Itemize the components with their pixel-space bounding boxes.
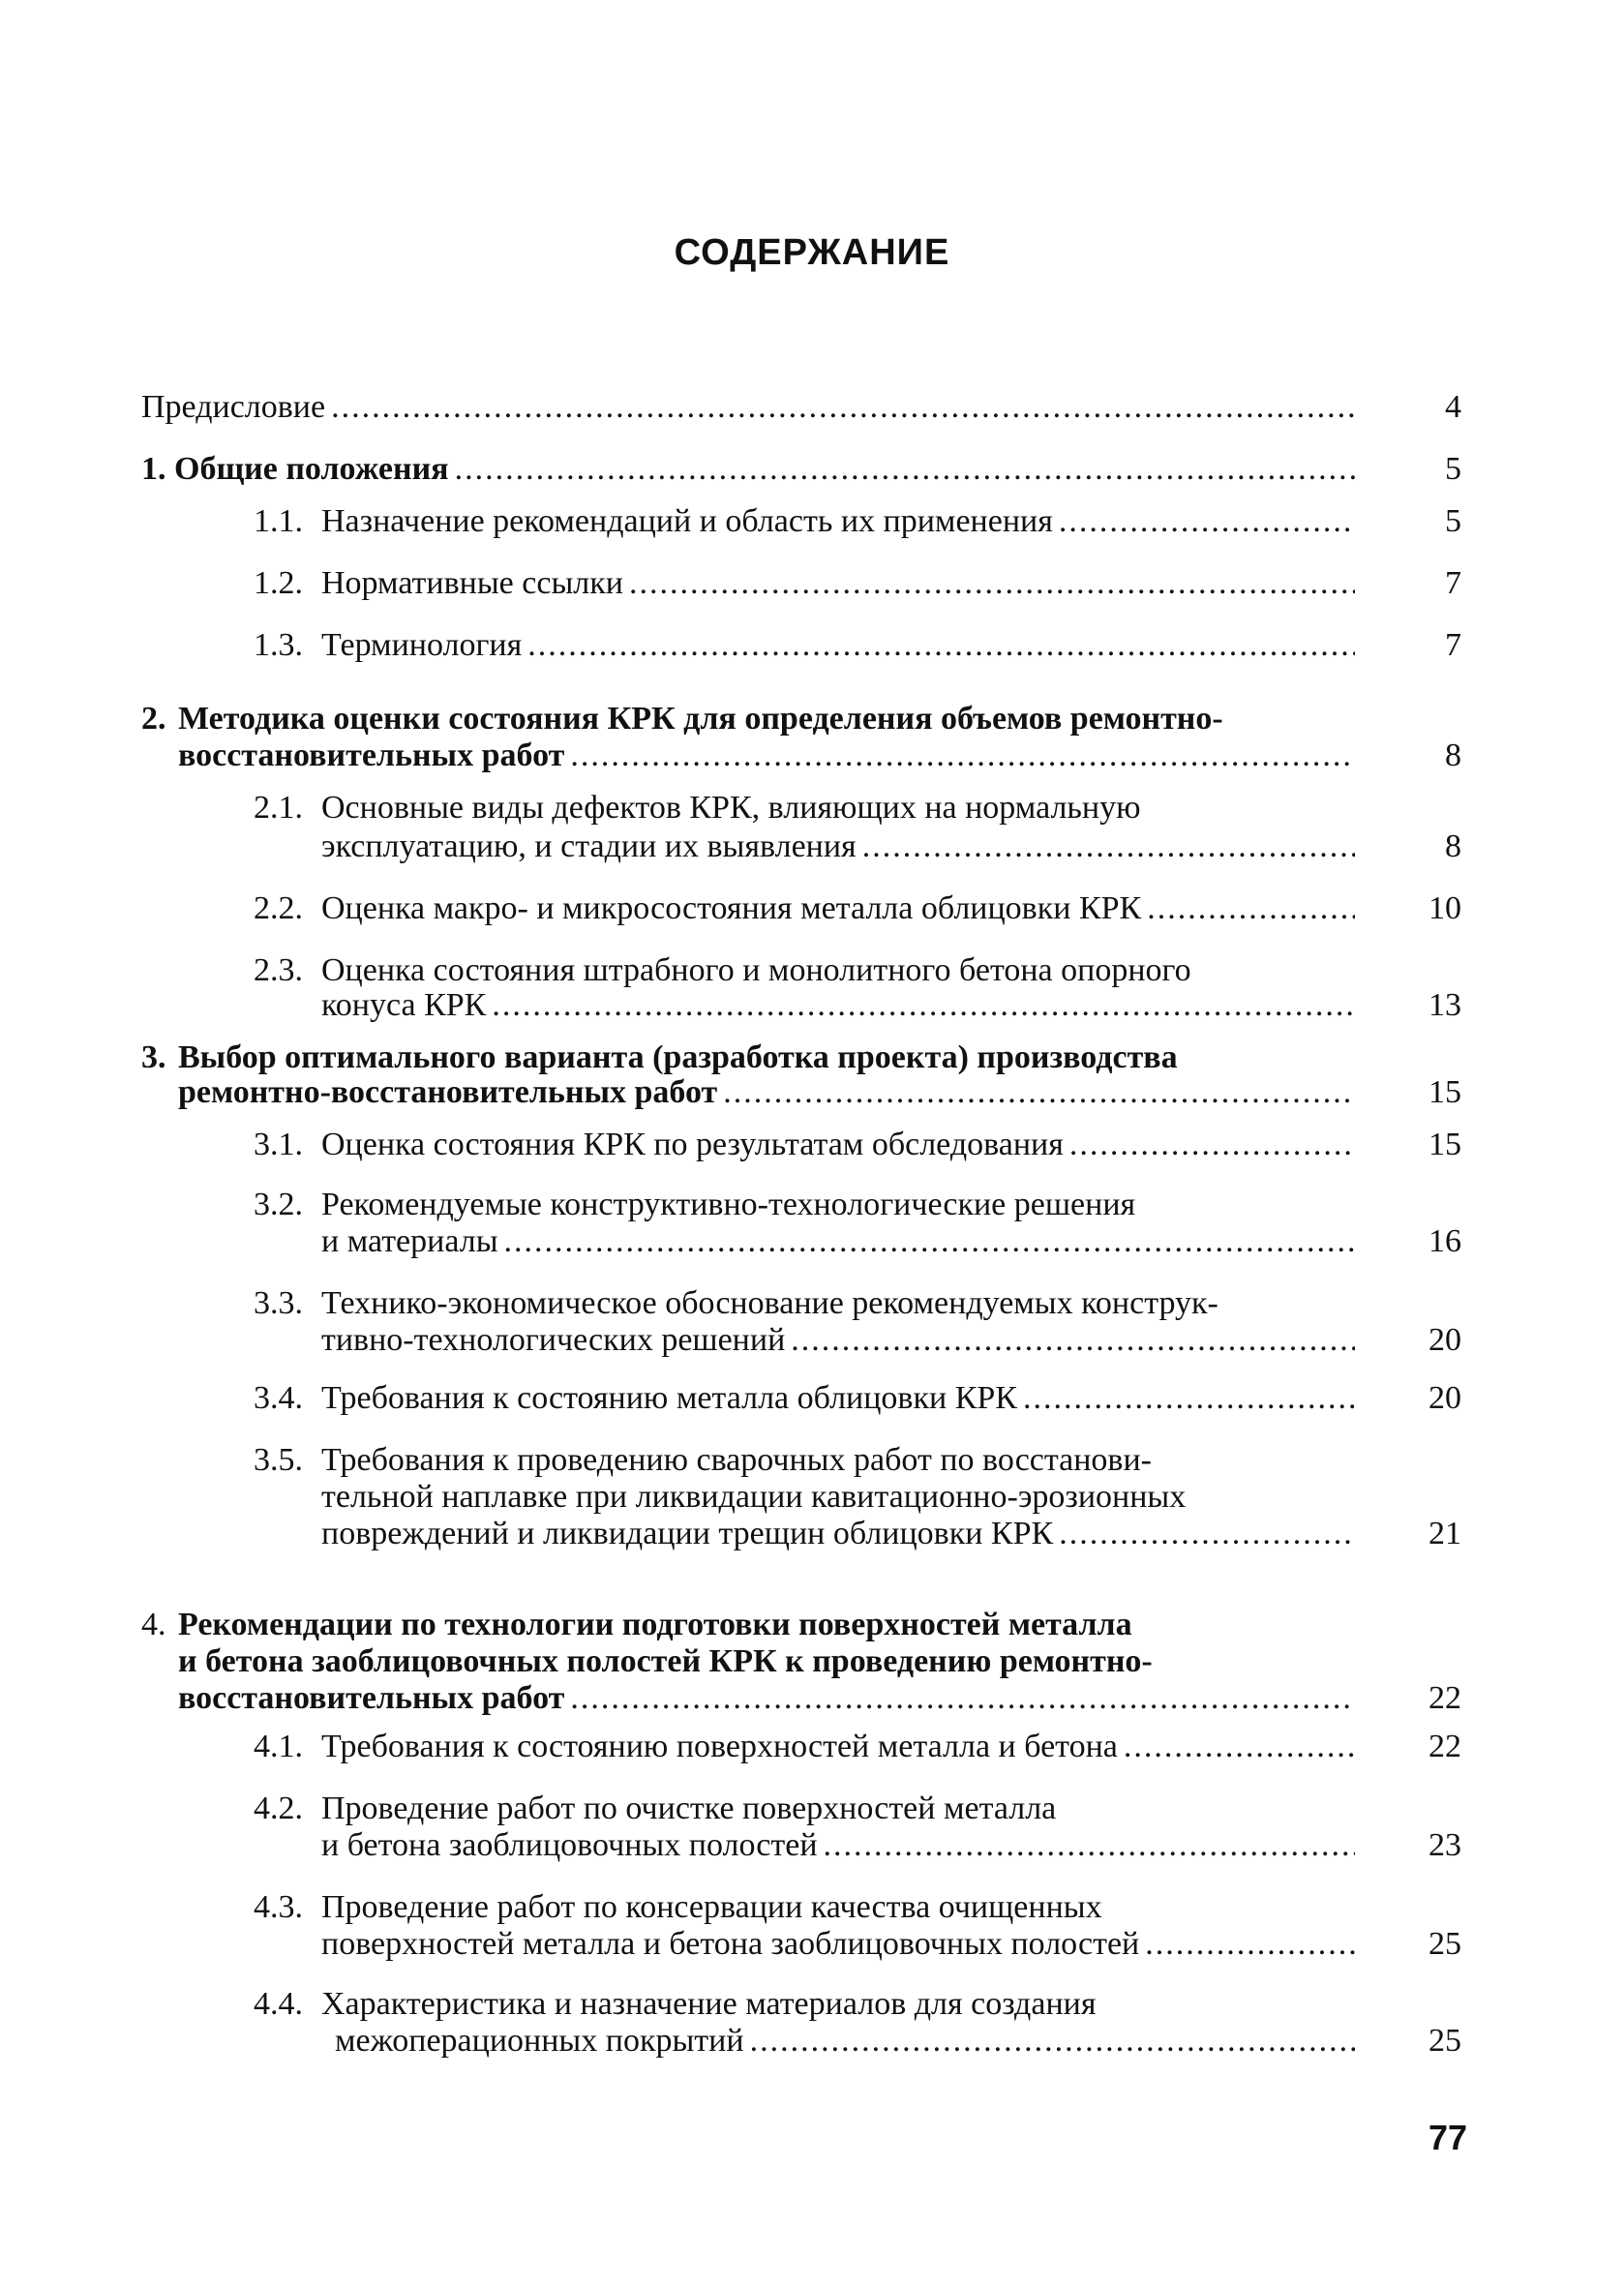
leader-dots bbox=[750, 2023, 1355, 2060]
toc-entry-1-3[interactable] bbox=[254, 627, 1355, 664]
toc-entry-text: поверхностей металла и бетона заоблицовочных полостей bbox=[321, 1926, 1140, 1962]
leader-dots bbox=[504, 1223, 1355, 1260]
toc-entry-text: Рекомендуемые конструктивно-технологические решения bbox=[321, 1187, 1136, 1222]
toc-entry-text: Нормативные ссылки bbox=[321, 565, 623, 601]
toc-entry-text: Проведение работ по очистке поверхностей металла bbox=[321, 1790, 1057, 1826]
section-number: 2.3. bbox=[254, 952, 303, 988]
leader-dots bbox=[570, 737, 1355, 774]
toc-entry-3-3-line1[interactable] bbox=[254, 1285, 1355, 1322]
toc-entry-text: Выбор оптимального варианта (разработка проекта) производства bbox=[178, 1039, 1178, 1075]
toc-entry-2-1-line1[interactable] bbox=[254, 790, 1355, 827]
toc-page-number: 4 bbox=[1445, 389, 1461, 425]
toc-entry-3-5-line3[interactable] bbox=[321, 1516, 1355, 1552]
section-number: 3. bbox=[141, 1039, 166, 1075]
leader-dots bbox=[1124, 1729, 1355, 1765]
leader-dots bbox=[824, 1827, 1355, 1864]
toc-entry-text: Требования к проведению сварочных работ по восстанови- bbox=[321, 1442, 1153, 1478]
toc-entry-text: Оценка макро- и микросостояния металла облицовки КРК bbox=[321, 890, 1142, 926]
toc-page-number: 20 bbox=[1429, 1380, 1461, 1416]
toc-entry-text: Требования к состоянию металла облицовки КРК bbox=[321, 1380, 1017, 1416]
leader-dots bbox=[331, 389, 1355, 426]
toc-entry-text: Проведение работ по консервации качества очищенных bbox=[321, 1889, 1102, 1925]
section-number: 3.5. bbox=[254, 1442, 303, 1478]
section-number: 4.4. bbox=[254, 1986, 303, 2022]
toc-page-number: 7 bbox=[1445, 627, 1461, 663]
section-number: 1. bbox=[141, 451, 174, 487]
section-number: 4. bbox=[141, 1607, 166, 1642]
toc-page-number: 25 bbox=[1429, 2023, 1461, 2059]
toc-entry-text: тельной наплавке при ликвидации кавитационно-эрозионных bbox=[321, 1479, 1187, 1515]
toc-entry-section-2-line2[interactable] bbox=[178, 737, 1355, 774]
toc-page-number: 16 bbox=[1429, 1223, 1461, 1259]
section-number: 3.1. bbox=[254, 1127, 303, 1162]
toc-page-number: 25 bbox=[1429, 1926, 1461, 1962]
page-number: 77 bbox=[1428, 2118, 1467, 2157]
leader-dots bbox=[1145, 1926, 1355, 1963]
toc-entry-1-1[interactable] bbox=[254, 503, 1355, 540]
toc-entry-1-2[interactable] bbox=[254, 565, 1355, 602]
toc-page-number: 7 bbox=[1445, 565, 1461, 601]
toc-entry-text: Назначение рекомендаций и область их применения bbox=[321, 503, 1053, 539]
toc-page-number: 8 bbox=[1445, 737, 1461, 773]
section-number: 3.4. bbox=[254, 1380, 303, 1416]
toc-page-number: 13 bbox=[1429, 987, 1461, 1023]
toc-entry-text: тивно-технологических решений bbox=[321, 1322, 786, 1358]
section-number: 1.3. bbox=[254, 627, 303, 663]
leader-dots bbox=[723, 1074, 1355, 1111]
section-number: 4.1. bbox=[254, 1729, 303, 1764]
toc-entry-2-3-line1[interactable] bbox=[254, 952, 1355, 989]
toc-page-number: 10 bbox=[1429, 890, 1461, 926]
section-number: 4.2. bbox=[254, 1790, 303, 1826]
toc-entry-4-4-line1[interactable] bbox=[254, 1986, 1355, 2023]
toc-entry-section-4-line2[interactable] bbox=[178, 1643, 1355, 1680]
toc-entry-3-5-line2[interactable] bbox=[321, 1479, 1355, 1516]
leader-dots bbox=[1147, 890, 1355, 927]
leader-dots bbox=[455, 451, 1355, 488]
toc-page-number: 23 bbox=[1429, 1827, 1461, 1863]
leader-dots bbox=[1069, 1127, 1355, 1163]
toc-entry-2-1-line2[interactable] bbox=[321, 828, 1355, 865]
toc-entry-4-4-line2[interactable] bbox=[335, 2023, 1355, 2060]
toc-page-number: 22 bbox=[1429, 1680, 1461, 1716]
toc-entry-section-1[interactable] bbox=[141, 451, 1355, 488]
leader-dots bbox=[629, 565, 1355, 602]
leader-dots bbox=[862, 828, 1355, 865]
toc-entry-3-2-line1[interactable] bbox=[254, 1187, 1355, 1223]
leader-dots bbox=[791, 1322, 1355, 1359]
toc-entry-text: восстановительных работ bbox=[178, 737, 565, 773]
toc-entry-text: Технико-экономическое обоснование рекомендуемых конструк- bbox=[321, 1285, 1218, 1321]
toc-entry-text: Характеристика и назначение материалов для создания bbox=[321, 1986, 1097, 2022]
toc-page-number: 5 bbox=[1445, 451, 1461, 487]
toc-entry-4-2-line1[interactable] bbox=[254, 1790, 1355, 1827]
section-number: 2.2. bbox=[254, 890, 303, 926]
leader-dots bbox=[570, 1680, 1355, 1717]
toc-entry-text: Рекомендации по технологии подготовки поверхностей металла bbox=[178, 1607, 1132, 1642]
toc-entry-text: Требования к состоянию поверхностей металла и бетона bbox=[321, 1729, 1118, 1764]
toc-entry-text: ремонтно-восстановительных работ bbox=[178, 1074, 718, 1110]
section-number: 3.3. bbox=[254, 1285, 303, 1321]
leader-dots bbox=[1059, 1516, 1355, 1552]
toc-entry-text: межоперационных покрытий bbox=[335, 2023, 744, 2059]
toc-entry-text: и материалы bbox=[321, 1223, 498, 1259]
section-number: 4.3. bbox=[254, 1889, 303, 1925]
section-number: 2.1. bbox=[254, 790, 303, 826]
toc-entry-section-4-line1[interactable] bbox=[141, 1607, 1355, 1643]
toc-page-number: 5 bbox=[1445, 503, 1461, 539]
toc-entry-3-2-line2[interactable] bbox=[321, 1223, 1355, 1260]
toc-entry-4-3-line2[interactable] bbox=[321, 1926, 1355, 1963]
toc-entry-text: Общие положения bbox=[174, 451, 449, 487]
toc-entry-4-1[interactable] bbox=[254, 1729, 1355, 1765]
section-number: 2. bbox=[141, 701, 166, 737]
toc-entry-2-3-line2[interactable] bbox=[321, 987, 1355, 1024]
toc-entry-4-3-line1[interactable] bbox=[254, 1889, 1355, 1926]
toc-entry-text: Терминология bbox=[321, 627, 523, 663]
section-number: 1.2. bbox=[254, 565, 303, 601]
toc-entry-section-3-line2[interactable] bbox=[178, 1074, 1355, 1111]
toc-entry-text: и бетона заоблицовочных полостей bbox=[321, 1827, 818, 1863]
leader-dots bbox=[1059, 503, 1355, 540]
toc-entry-text: повреждений и ликвидации трещин облицовки КРК bbox=[321, 1516, 1054, 1551]
section-number: 3.2. bbox=[254, 1187, 303, 1222]
toc-page-number: 8 bbox=[1445, 828, 1461, 864]
leader-dots bbox=[1023, 1380, 1355, 1417]
toc-page-number: 20 bbox=[1429, 1322, 1461, 1358]
toc-page-number: 21 bbox=[1429, 1516, 1461, 1551]
toc-entry-section-3-line1[interactable] bbox=[141, 1039, 1355, 1076]
leader-dots bbox=[492, 987, 1355, 1024]
toc-entry-3-3-line2[interactable] bbox=[321, 1322, 1355, 1359]
toc-entry-text: и бетона заоблицовочных полостей КРК к проведению ремонтно- bbox=[178, 1643, 1153, 1679]
toc-entry-text: Основные виды дефектов КРК, влияющих на нормальную bbox=[321, 790, 1141, 826]
toc-title: СОДЕРЖАНИЕ bbox=[674, 232, 950, 273]
toc-entry-text: Оценка состояния штрабного и монолитного бетона опорного bbox=[321, 952, 1191, 988]
toc-entry-text: восстановительных работ bbox=[178, 1680, 565, 1716]
section-number: 1.1. bbox=[254, 503, 303, 539]
toc-page-number: 15 bbox=[1429, 1074, 1461, 1110]
leader-dots bbox=[527, 627, 1355, 664]
toc-entry-3-5-line1[interactable] bbox=[254, 1442, 1355, 1479]
toc-entry-preface[interactable] bbox=[141, 389, 1355, 426]
toc-entry-3-4[interactable] bbox=[254, 1380, 1355, 1417]
toc-entry-4-2-line2[interactable] bbox=[321, 1827, 1355, 1864]
toc-page-number: 15 bbox=[1429, 1127, 1461, 1162]
toc-entry-text: конуса КРК bbox=[321, 987, 487, 1023]
toc-entry-text: эксплуатацию, и стадии их выявления bbox=[321, 828, 857, 864]
toc-entry-2-2[interactable] bbox=[254, 890, 1355, 927]
toc-page-number: 22 bbox=[1429, 1729, 1461, 1764]
toc-entry-section-4-line3[interactable] bbox=[178, 1680, 1355, 1717]
toc-entry-3-1[interactable] bbox=[254, 1127, 1355, 1163]
toc-entry-text: Предисловие bbox=[141, 389, 326, 425]
toc-entry-section-2-line1[interactable] bbox=[141, 701, 1355, 737]
toc-entry-text: Методика оценки состояния КРК для определения объемов ремонтно- bbox=[178, 701, 1223, 737]
toc-entry-text: Оценка состояния КРК по результатам обследования bbox=[321, 1127, 1064, 1162]
